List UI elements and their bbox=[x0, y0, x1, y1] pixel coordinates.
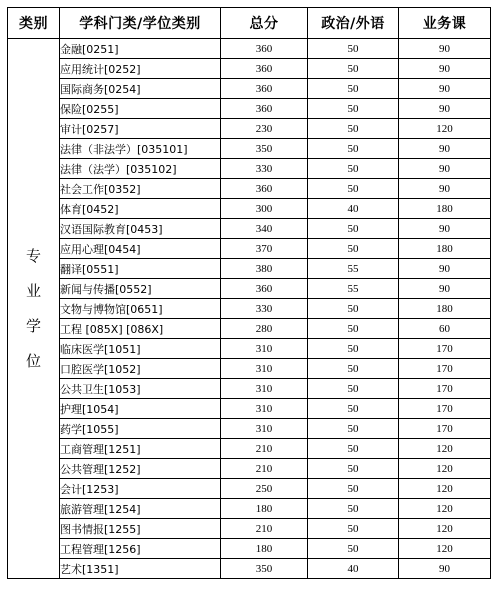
table-row bbox=[8, 119, 491, 139]
table-row bbox=[8, 339, 491, 359]
table-row bbox=[8, 459, 491, 479]
major-course-cell: 90 bbox=[399, 99, 491, 119]
table-row bbox=[8, 199, 491, 219]
subject-cell: 金融[0251] bbox=[60, 39, 221, 59]
header-total: 总分 bbox=[221, 8, 308, 39]
major-course-cell: 170 bbox=[399, 399, 491, 419]
header-major-course: 业务课 bbox=[399, 8, 491, 39]
politics-language-cell: 50 bbox=[308, 459, 399, 479]
subject-cell: 保险[0255] bbox=[60, 99, 221, 119]
table-row bbox=[8, 299, 491, 319]
total-cell: 310 bbox=[221, 419, 308, 439]
major-course-cell: 90 bbox=[399, 559, 491, 579]
major-course-cell: 90 bbox=[399, 139, 491, 159]
table-row bbox=[8, 239, 491, 259]
total-cell: 310 bbox=[221, 379, 308, 399]
subject-cell: 公共管理[1252] bbox=[60, 459, 221, 479]
subject-cell: 工商管理[1251] bbox=[60, 439, 221, 459]
total-cell: 180 bbox=[221, 539, 308, 559]
total-cell: 360 bbox=[221, 39, 308, 59]
table-row bbox=[8, 279, 491, 299]
score-table-container bbox=[7, 7, 491, 579]
subject-cell: 药学[1055] bbox=[60, 419, 221, 439]
table-row bbox=[8, 559, 491, 579]
major-course-cell: 120 bbox=[399, 539, 491, 559]
table-row bbox=[8, 359, 491, 379]
total-cell: 310 bbox=[221, 399, 308, 419]
subject-cell: 图书情报[1255] bbox=[60, 519, 221, 539]
subject-cell: 体育[0452] bbox=[60, 199, 221, 219]
total-cell: 210 bbox=[221, 459, 308, 479]
subject-cell: 护理[1054] bbox=[60, 399, 221, 419]
table-row bbox=[8, 319, 491, 339]
table-row bbox=[8, 539, 491, 559]
header-category: 类别 bbox=[8, 8, 60, 39]
total-cell: 210 bbox=[221, 519, 308, 539]
major-course-cell: 90 bbox=[399, 279, 491, 299]
subject-cell: 应用统计[0252] bbox=[60, 59, 221, 79]
politics-language-cell: 50 bbox=[308, 339, 399, 359]
table-row bbox=[8, 159, 491, 179]
total-cell: 360 bbox=[221, 59, 308, 79]
total-cell: 280 bbox=[221, 319, 308, 339]
politics-language-cell: 50 bbox=[308, 359, 399, 379]
major-course-cell: 60 bbox=[399, 319, 491, 339]
politics-language-cell: 50 bbox=[308, 419, 399, 439]
table-row bbox=[8, 499, 491, 519]
subject-cell: 工程 [085X] [086X] bbox=[60, 319, 221, 339]
table-row bbox=[8, 99, 491, 119]
subject-cell: 口腔医学[1052] bbox=[60, 359, 221, 379]
table-row bbox=[8, 139, 491, 159]
subject-cell: 审计[0257] bbox=[60, 119, 221, 139]
table-row bbox=[8, 179, 491, 199]
politics-language-cell: 40 bbox=[308, 559, 399, 579]
major-course-cell: 120 bbox=[399, 439, 491, 459]
total-cell: 360 bbox=[221, 99, 308, 119]
total-cell: 370 bbox=[221, 239, 308, 259]
major-course-cell: 90 bbox=[399, 219, 491, 239]
subject-cell: 汉语国际教育[0453] bbox=[60, 219, 221, 239]
subject-cell: 公共卫生[1053] bbox=[60, 379, 221, 399]
total-cell: 360 bbox=[221, 179, 308, 199]
total-cell: 350 bbox=[221, 559, 308, 579]
major-course-cell: 170 bbox=[399, 379, 491, 399]
politics-language-cell: 50 bbox=[308, 219, 399, 239]
politics-language-cell: 50 bbox=[308, 519, 399, 539]
politics-language-cell: 50 bbox=[308, 499, 399, 519]
total-cell: 310 bbox=[221, 339, 308, 359]
table-row bbox=[8, 219, 491, 239]
table-row bbox=[8, 439, 491, 459]
subject-cell: 文物与博物馆[0651] bbox=[60, 299, 221, 319]
subject-cell: 旅游管理[1254] bbox=[60, 499, 221, 519]
table-row bbox=[8, 39, 491, 59]
subject-cell: 国际商务[0254] bbox=[60, 79, 221, 99]
politics-language-cell: 50 bbox=[308, 119, 399, 139]
total-cell: 300 bbox=[221, 199, 308, 219]
major-course-cell: 120 bbox=[399, 499, 491, 519]
major-course-cell: 120 bbox=[399, 479, 491, 499]
major-course-cell: 120 bbox=[399, 519, 491, 539]
politics-language-cell: 50 bbox=[308, 239, 399, 259]
total-cell: 330 bbox=[221, 299, 308, 319]
major-course-cell: 90 bbox=[399, 59, 491, 79]
table-row bbox=[8, 379, 491, 399]
score-table bbox=[7, 7, 491, 579]
total-cell: 330 bbox=[221, 159, 308, 179]
subject-cell: 新闻与传播[0552] bbox=[60, 279, 221, 299]
total-cell: 380 bbox=[221, 259, 308, 279]
subject-cell: 社会工作[0352] bbox=[60, 179, 221, 199]
total-cell: 310 bbox=[221, 359, 308, 379]
subject-cell: 工程管理[1256] bbox=[60, 539, 221, 559]
politics-language-cell: 50 bbox=[308, 39, 399, 59]
total-cell: 360 bbox=[221, 79, 308, 99]
politics-language-cell: 50 bbox=[308, 399, 399, 419]
total-cell: 250 bbox=[221, 479, 308, 499]
table-row bbox=[8, 59, 491, 79]
subject-cell: 艺术[1351] bbox=[60, 559, 221, 579]
politics-language-cell: 50 bbox=[308, 99, 399, 119]
politics-language-cell: 50 bbox=[308, 379, 399, 399]
subject-cell: 临床医学[1051] bbox=[60, 339, 221, 359]
table-row bbox=[8, 419, 491, 439]
header-row bbox=[8, 8, 491, 39]
major-course-cell: 90 bbox=[399, 79, 491, 99]
major-course-cell: 170 bbox=[399, 419, 491, 439]
major-course-cell: 90 bbox=[399, 179, 491, 199]
major-course-cell: 180 bbox=[399, 299, 491, 319]
politics-language-cell: 50 bbox=[308, 179, 399, 199]
table-body bbox=[8, 39, 491, 579]
major-course-cell: 170 bbox=[399, 339, 491, 359]
politics-language-cell: 55 bbox=[308, 279, 399, 299]
total-cell: 230 bbox=[221, 119, 308, 139]
subject-cell: 会计[1253] bbox=[60, 479, 221, 499]
total-cell: 340 bbox=[221, 219, 308, 239]
major-course-cell: 170 bbox=[399, 359, 491, 379]
major-course-cell: 90 bbox=[399, 39, 491, 59]
table-row bbox=[8, 399, 491, 419]
major-course-cell: 180 bbox=[399, 199, 491, 219]
header-politics-language: 政治/外语 bbox=[308, 8, 399, 39]
politics-language-cell: 55 bbox=[308, 259, 399, 279]
total-cell: 210 bbox=[221, 439, 308, 459]
politics-language-cell: 50 bbox=[308, 79, 399, 99]
total-cell: 350 bbox=[221, 139, 308, 159]
major-course-cell: 120 bbox=[399, 459, 491, 479]
table-row bbox=[8, 259, 491, 279]
table-row bbox=[8, 479, 491, 499]
major-course-cell: 180 bbox=[399, 239, 491, 259]
subject-cell: 法律（非法学）[035101] bbox=[60, 139, 221, 159]
table-row bbox=[8, 519, 491, 539]
total-cell: 360 bbox=[221, 279, 308, 299]
politics-language-cell: 50 bbox=[308, 479, 399, 499]
politics-language-cell: 50 bbox=[308, 159, 399, 179]
politics-language-cell: 50 bbox=[308, 299, 399, 319]
politics-language-cell: 50 bbox=[308, 539, 399, 559]
table-row bbox=[8, 79, 491, 99]
subject-cell: 翻译[0551] bbox=[60, 259, 221, 279]
category-label: 专业学位 bbox=[25, 246, 41, 370]
politics-language-cell: 50 bbox=[308, 439, 399, 459]
subject-cell: 法律（法学）[035102] bbox=[60, 159, 221, 179]
major-course-cell: 90 bbox=[399, 159, 491, 179]
major-course-cell: 120 bbox=[399, 119, 491, 139]
politics-language-cell: 50 bbox=[308, 139, 399, 159]
subject-cell: 应用心理[0454] bbox=[60, 239, 221, 259]
politics-language-cell: 50 bbox=[308, 319, 399, 339]
total-cell: 180 bbox=[221, 499, 308, 519]
politics-language-cell: 50 bbox=[308, 59, 399, 79]
header-subject: 学科门类/学位类别 bbox=[60, 8, 221, 39]
category-cell bbox=[8, 39, 60, 579]
major-course-cell: 90 bbox=[399, 259, 491, 279]
politics-language-cell: 40 bbox=[308, 199, 399, 219]
